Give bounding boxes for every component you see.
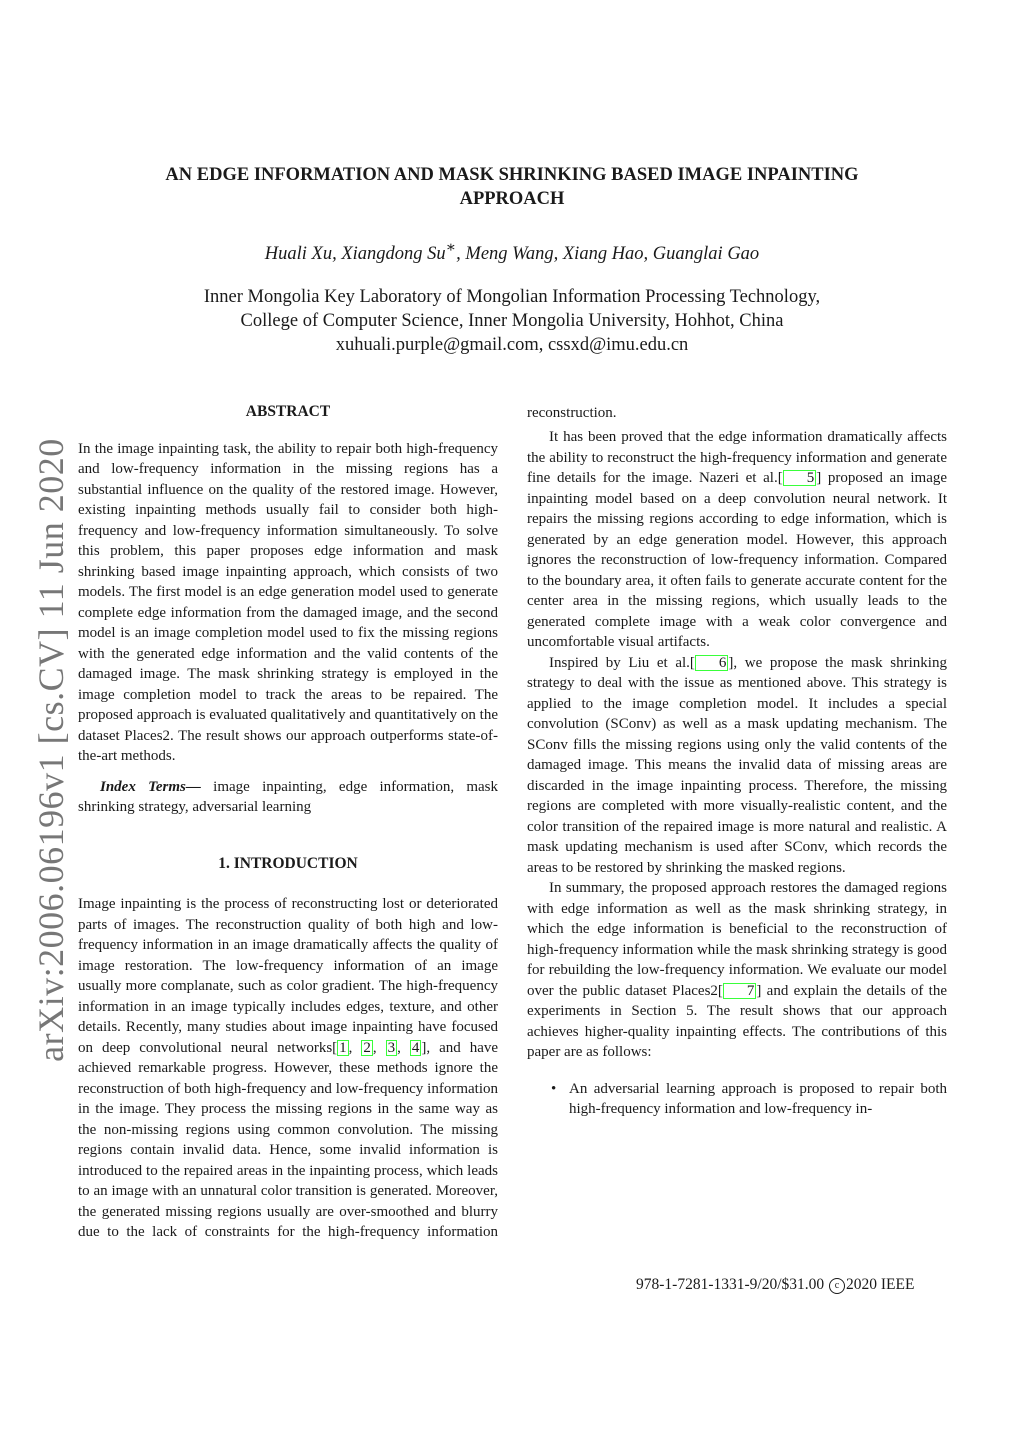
left-column — [78, 402, 498, 1242]
abstract-heading: ABSTRACT — [245, 403, 331, 420]
arxiv-identifier: arXiv:2006.06196v1 [cs.CV] 11 Jun 2020 — [31, 438, 71, 1062]
copyright-year: 2020 IEEE — [846, 1276, 915, 1293]
title-line-2: APPROACH — [459, 189, 565, 209]
intro-p3-text-a: Inspired by Liu et al.[ — [549, 654, 695, 671]
contributions-list — [527, 1079, 947, 1120]
author-emails: xuhuali.purple@gmail.com, cssxd@imu.edu.cn — [335, 335, 689, 355]
index-terms-label: Index Terms— — [100, 778, 201, 795]
isbn-price: 978-1-7281-1331-9/20/$31.00 — [636, 1276, 825, 1293]
citation-link[interactable]: 3 — [387, 1039, 396, 1056]
copyright-footer — [636, 1276, 914, 1294]
citation-link[interactable]: 6 — [695, 655, 729, 671]
intro-paragraph-1-continued: reconstruction. — [527, 402, 947, 423]
affiliation-block — [110, 285, 914, 357]
column-continuation — [527, 402, 947, 423]
paper-title — [110, 163, 914, 211]
contribution-text: An adversarial learning approach is proposed to repair both high-frequency information and low-frequency in- — [569, 1080, 947, 1117]
intro-p1-text-b: ], and have achieved remarkable progress. However, these methods ignore the reconstruction of both high-frequency and low-frequency information in the image. They process the missing regions in the same way as the non-missing regions using common convolution. The missing regions contain invalid data. Hence, some invalid information is introduced to the repaired areas in the inpainting process, which leads to an image with an unnatural color transition is generated. Moreover, the generated missing regions usually are over-smoothed and blurry due to the lack of constraints for the high-frequency information — [78, 1039, 498, 1240]
index-terms — [78, 777, 498, 818]
intro-p2-text-a: It has been proved that the edge information dramatically affects the ability to reconstruct the high-frequency information and generate fine details for the image. Nazeri et al.[ — [527, 429, 947, 486]
affiliation-line-2: College of Computer Science, Inner Mongolia University, Hohhot, China — [240, 311, 784, 331]
index-terms-text: image inpainting, edge information, mask shrinking strategy, adversarial learning — [78, 778, 498, 815]
intro-p1-text-a: Image inpainting is the process of reconstructing lost or deteriorated parts of images. The reconstruction quality of both high and low-frequency information in an image dramatically affects the quality of image restoration. The low-frequency information of an image usually more complanate, such as color gradient. The high-frequency information in an image typically includes edges, texture, and other details. Recently, many studies about image inpainting have focused on deep convolutional neural networks[ — [78, 896, 498, 1056]
title-line-1: AN EDGE INFORMATION AND MASK SHRINKING BASED IMAGE INPAINTING — [165, 165, 859, 185]
corresponding-author-mark: ∗ — [445, 239, 457, 256]
intro-paragraph-3 — [527, 653, 947, 879]
intro-paragraph-2 — [527, 427, 947, 653]
intro-p4-text-a: In summary, the proposed approach restores the damaged regions with edge information as well as the mask shrinking strategy, in which the edge information is beneficial to the reconstruction of high-frequency information while the mask shrinking strategy is good for rebuilding the low-frequency information. We evaluate our model over the public dataset Places2[ — [527, 880, 947, 999]
citation-link[interactable]: 5 — [783, 470, 817, 486]
affiliation-line-1: Inner Mongolia Key Laboratory of Mongolian Information Processing Technology, — [203, 287, 821, 307]
introduction-heading: 1. INTRODUCTION — [218, 854, 358, 872]
intro-paragraph-4 — [527, 878, 947, 1063]
authors-text-b: , Meng Wang, Xiang Hao, Guanglai Gao — [456, 244, 760, 265]
right-column — [527, 402, 947, 1120]
authors-text-a: Huali Xu, Xiangdong Su — [264, 244, 446, 265]
citation-link[interactable]: 7 — [723, 983, 757, 999]
intro-p2-text-b: ] proposed an image inpainting model based on a deep convolution neural network. It repairs the missing regions according to edge information, which is generated by an edge generation model. However, this approach ignores the reconstruction of low-frequency information. Compared to the boundary area, it often fails to generate accurate content for the center area in the missing regions, which usually leads to the generated complete image with a weak color convergence and uncomfortable visual artifacts. — [527, 470, 948, 650]
abstract-text: In the image inpainting task, the ability to repair both high-frequency and low-frequency information in the missing regions has a substantial influence on the quality of the restored image. However, existing inpainting methods usually fail to consider both high-frequency and low-frequency information simultaneously. To solve this problem, this paper proposes edge information and mask shrinking based image inpainting approach, which consists of two models. The first model is an edge generation model used to generate complete edge information from the damaged image, and the second model is an image completion model used to fix the missing regions with the generated edge information and the valid contents of the damaged image. The mask shrinking strategy is employed in the image completion model to track the areas to be repaired. The proposed approach is evaluated qualitatively and quantitatively on the dataset Places2. The result shows our approach outperforms state-of-the-art methods. — [78, 440, 498, 764]
intro-p3-text-b: ], we propose the mask shrinking strategy to deal with the issue as mentioned above. This strategy is applied to the image completion model. It includes a special convolution (SConv) as well as a mask updating mechanism. The SConv fills the missing regions using only the valid contents of the damaged image. This means the invalid data of missing areas are discarded in the image inpainting process. Therefore, the missing regions are completed with more visually-realistic content, and the color transition of the repaired image is more natural and realistic. A mask updating mechanism is used after SConv, which records the areas to be restored by shrinking the masked regions. — [527, 654, 947, 876]
intro-paragraph-1: Image inpainting is the process of reconstructing lost or deteriorated parts of images. The reconstruction quality of both high and low-frequency information in an image dramatically affects the quality of image restoration. The low-frequency information of an image usually more complanate, such as color gradient. The high-frequency information in an image typically includes edges, texture, and other details. Recently, many studies about image inpainting have focused on deep convolutional neural networks[ 1 , 2 , 3 , 4 ], and have achieved remarkable progress. However, these methods ignore the reconstruction of both high-frequency and low-frequency information in the image. They process the missing regions in the same way as the non-missing regions using common convolution. The missing regions contain invalid data. Hence, some invalid information is introduced to the repaired areas in the inpainting process, which leads to an image with an unnatural color transition is generated. Moreover, the generated missing regions usually are over-smoothed and blurry due to the lack of constraints for the high-frequency information — [78, 894, 498, 1242]
citation-link[interactable]: 2 — [363, 1039, 371, 1056]
citation-link[interactable]: 4 — [411, 1039, 420, 1056]
list-item — [527, 1079, 947, 1120]
bullet-icon: • — [551, 1080, 557, 1097]
author-list — [110, 238, 914, 265]
intro-p4-text-b: ] and explain the details of the experiments in Section 5. The result shows that our approach achieves higher-quality inpainting effects. The contributions of this paper are as follows: — [527, 982, 947, 1060]
copyright-icon: c — [829, 1278, 845, 1294]
citation-link[interactable]: 1 — [339, 1039, 347, 1056]
